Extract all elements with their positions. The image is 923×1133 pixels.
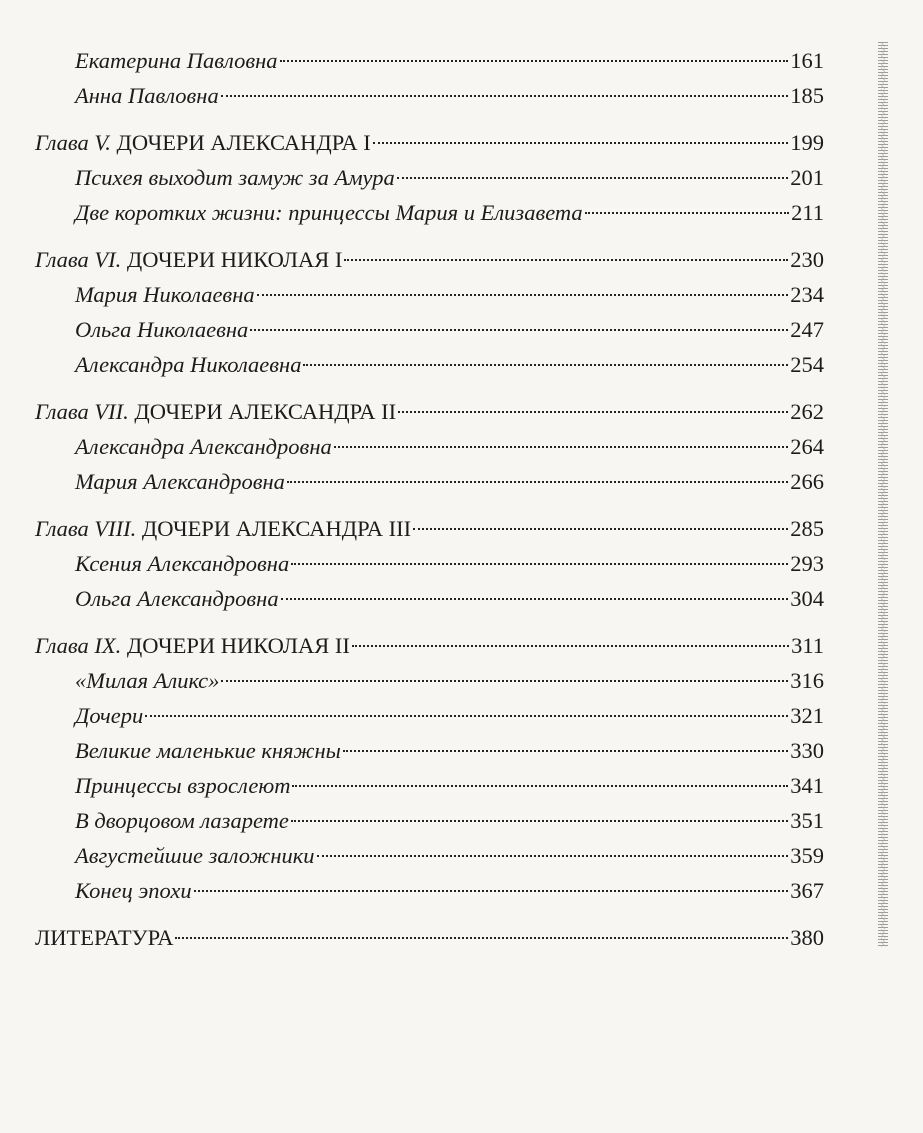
entry-title-text: Дочери	[75, 703, 144, 728]
page-number: 359	[790, 843, 824, 868]
dot-leader	[334, 446, 789, 448]
page-number: 351	[790, 808, 824, 833]
page-number: 311	[791, 633, 824, 658]
toc-chapter-entry	[35, 629, 824, 663]
dot-leader	[292, 785, 788, 787]
page-number: 341	[790, 773, 824, 798]
toc-entry-title	[75, 874, 192, 908]
page-number: 380	[790, 925, 824, 950]
page-edge-decoration	[878, 42, 888, 947]
entry-title-text: Психея выходит замуж за Амура	[75, 165, 395, 190]
entry-title-text: «Милая Аликс»	[75, 668, 220, 693]
page-number: 201	[790, 165, 824, 190]
entry-title-text: Ксения Александровна	[75, 551, 290, 576]
page-number: 262	[790, 399, 824, 424]
page-number: 316	[790, 668, 824, 693]
entry-title-text: ЛИТЕРАТУРА	[35, 925, 174, 950]
toc-entry-title	[75, 44, 278, 78]
toc-section-entry	[75, 430, 824, 464]
toc-section-entry	[75, 734, 824, 768]
toc-chapter-entry	[35, 512, 824, 546]
dot-leader	[398, 411, 788, 413]
toc-section-entry	[75, 699, 824, 733]
toc-entry-title	[75, 839, 315, 873]
toc-entry-title	[75, 465, 285, 499]
toc-entry-title	[75, 547, 289, 581]
dot-leader	[343, 750, 788, 752]
toc-entry-title	[75, 348, 301, 382]
toc-entry-title	[75, 278, 255, 312]
entry-title-text: ДОЧЕРИ АЛЕКСАНДРА I	[110, 130, 371, 155]
chapter-number: Глава VII.	[35, 399, 129, 424]
dot-leader	[352, 645, 789, 647]
dot-leader	[221, 680, 788, 682]
dot-leader	[257, 294, 789, 296]
toc-entry-title	[75, 769, 290, 803]
toc-entry-title	[35, 395, 396, 429]
toc-entry-title	[75, 734, 341, 768]
toc-entry-title	[75, 664, 219, 698]
entry-title-text: Мария Николаевна	[75, 282, 255, 307]
dot-leader	[344, 259, 788, 261]
toc-entry-title	[35, 243, 342, 277]
toc-chapter-entry	[35, 921, 824, 955]
page-number: 321	[790, 703, 824, 728]
toc-section-entry	[75, 161, 824, 195]
toc-entry-title	[75, 804, 289, 838]
entry-title-text: Мария Александровна	[75, 469, 285, 494]
entry-title-text: Две коротких жизни: принцессы Мария и Елизавета	[75, 200, 583, 225]
dot-leader	[221, 95, 789, 97]
page-number: 304	[790, 586, 824, 611]
page-number: 185	[790, 83, 824, 108]
page-number: 285	[790, 516, 824, 541]
page-number: 234	[790, 282, 824, 307]
toc-section-entry	[75, 547, 824, 581]
page-number: 161	[790, 48, 824, 73]
dot-leader	[585, 212, 789, 214]
toc-section-entry	[75, 196, 824, 230]
page-number: 266	[790, 469, 824, 494]
page-number: 254	[790, 352, 824, 377]
chapter-number: Глава VIII.	[35, 516, 137, 541]
toc-entry-title	[75, 582, 279, 616]
dot-leader	[194, 890, 789, 892]
entry-title-text: ДОЧЕРИ АЛЕКСАНДРА II	[128, 399, 397, 424]
dot-leader	[175, 937, 788, 939]
toc-entry-title	[75, 79, 219, 113]
entry-title-text: ДОЧЕРИ НИКОЛАЯ II	[121, 633, 350, 658]
entry-title-text: Ольга Николаевна	[75, 317, 249, 342]
page-number: 293	[790, 551, 824, 576]
toc-section-entry	[75, 804, 824, 838]
chapter-number: Глава VI.	[35, 247, 122, 272]
toc-section-entry	[75, 44, 824, 78]
dot-leader	[413, 528, 788, 530]
toc-entry-title	[35, 126, 371, 160]
entry-title-text: Александра Николаевна	[75, 352, 302, 377]
page-number: 211	[791, 200, 824, 225]
toc-section-entry	[75, 664, 824, 698]
page-number: 230	[790, 247, 824, 272]
toc-entry-title	[75, 699, 143, 733]
toc-section-entry	[75, 278, 824, 312]
toc-chapter-entry	[35, 243, 824, 277]
dot-leader	[145, 715, 788, 717]
toc-entry-title	[75, 196, 583, 230]
entry-title-text: Августейшие заложники	[75, 843, 315, 868]
toc-section-entry	[75, 839, 824, 873]
dot-leader	[291, 820, 788, 822]
toc-section-entry	[75, 348, 824, 382]
toc-section-entry	[75, 79, 824, 113]
toc-section-entry	[75, 874, 824, 908]
entry-title-text: В дворцовом лазарете	[75, 808, 289, 833]
entry-title-text: Ольга Александровна	[75, 586, 279, 611]
page-number: 247	[790, 317, 824, 342]
entry-title-text: ДОЧЕРИ НИКОЛАЯ I	[121, 247, 343, 272]
toc-entry-title	[35, 629, 350, 663]
toc-entry-title	[75, 430, 332, 464]
dot-leader	[317, 855, 789, 857]
toc-entry-title	[75, 313, 248, 347]
chapter-number: Глава V.	[35, 130, 111, 155]
page-number: 199	[790, 130, 824, 155]
entry-title-text: Конец эпохи	[75, 878, 192, 903]
toc-chapter-entry	[35, 395, 824, 429]
dot-leader	[287, 481, 788, 483]
entry-title-text: Александра Александровна	[75, 434, 332, 459]
page-number: 330	[790, 738, 824, 763]
toc-section-entry	[75, 582, 824, 616]
dot-leader	[373, 142, 788, 144]
entry-title-text: Великие маленькие княжны	[75, 738, 341, 763]
toc-section-entry	[75, 313, 824, 347]
toc-section-entry	[75, 769, 824, 803]
entry-title-text: Екатерина Павловна	[75, 48, 278, 73]
dot-leader	[397, 177, 789, 179]
entry-title-text: Анна Павловна	[75, 83, 219, 108]
dot-leader	[281, 598, 789, 600]
toc-section-entry	[75, 465, 824, 499]
entry-title-text: ДОЧЕРИ АЛЕКСАНДРА III	[136, 516, 412, 541]
toc-entry-title	[75, 161, 395, 195]
chapter-number: Глава IX.	[35, 633, 122, 658]
dot-leader	[303, 364, 788, 366]
entry-title-text: Принцессы взрослеют	[75, 773, 291, 798]
dot-leader	[291, 563, 788, 565]
toc-entry-title	[35, 512, 411, 546]
toc-chapter-entry	[35, 126, 824, 160]
dot-leader	[250, 329, 788, 331]
toc-entry-title	[35, 921, 173, 955]
page-number: 264	[790, 434, 824, 459]
dot-leader	[280, 60, 789, 62]
page-number: 367	[790, 878, 824, 903]
